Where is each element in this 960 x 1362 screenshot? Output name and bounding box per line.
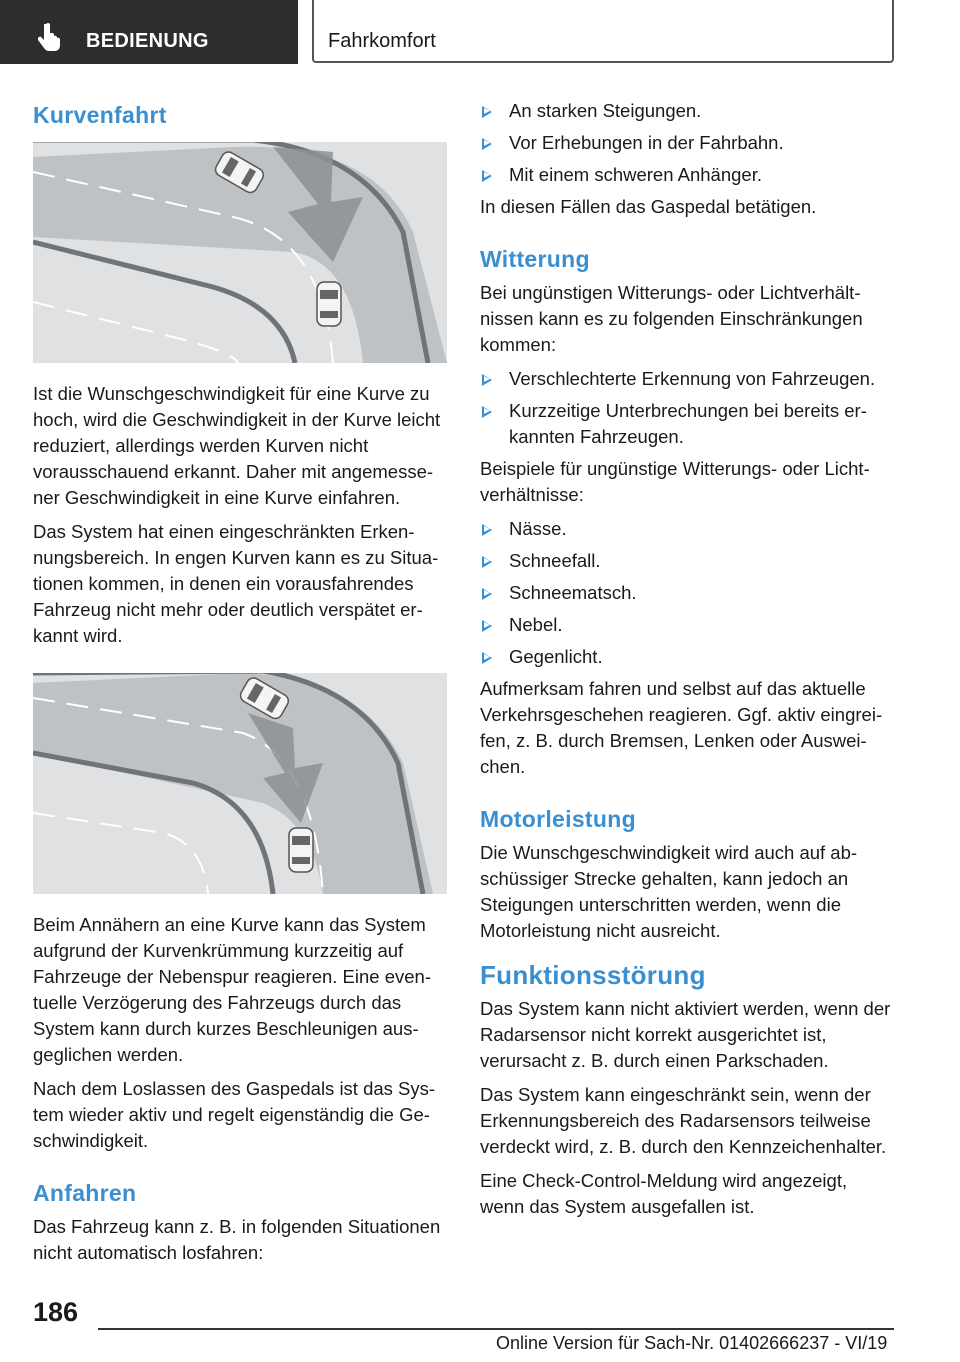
heading-funktionsstoerung: Funktionsstörung: [480, 960, 706, 990]
paragraph: Eine Check-Control-Meldung wird angezeigt, wenn das System ausgefallen ist.: [480, 1170, 848, 1217]
list-item: Nebel.: [480, 612, 892, 638]
bullet-triangle-icon: [482, 524, 492, 536]
bullet-triangle-icon: [482, 138, 492, 150]
bullet-triangle-icon: [482, 374, 492, 386]
witterung-list: [480, 366, 892, 450]
paragraph: Beispiele für ungünstige Witterungs- oder Lichtverhältnisse:: [480, 458, 870, 505]
list-item: Schneefall.: [480, 548, 892, 574]
paragraph: Das System kann eingeschränkt sein, wenn der Erkennungsbereich des Radarsensors teilweise verdeckt wird, z. B. durch den Kennzeichenhalter.: [480, 1084, 887, 1157]
chapter-label: Fahrkomfort: [328, 30, 436, 52]
paragraph: Beim Annähern an eine Kurve kann das System aufgrund der Kurvenkrümmung kurzzeitig auf Fahrzeuge der Nebenspur reagieren. Eine eventuelle Verzögerung des Fahrzeugs durch das System kann durch kurzes Beschleunigen ausgeglichen werden.: [33, 914, 432, 1065]
list-item: Gegenlicht.: [480, 644, 892, 670]
list-item: Mit einem schweren Anhänger.: [480, 162, 892, 188]
anfahren-list: [480, 98, 892, 188]
paragraph: In diesen Fällen das Gaspedal betätigen.: [480, 196, 817, 217]
right-column: [480, 98, 892, 1228]
bullet-triangle-icon: [482, 106, 492, 118]
paragraph: Das System kann nicht aktiviert werden, wenn der Radarsensor nicht korrekt ausgerichtet ist, verursacht z. B. durch einen Parkschaden.: [480, 998, 891, 1071]
list-item: Verschlechterte Erkennung von Fahrzeugen.: [480, 366, 892, 392]
heading-kurvenfahrt: Kurvenfahrt: [33, 102, 167, 128]
bullet-triangle-icon: [482, 620, 492, 632]
paragraph: Das Fahrzeug kann z. B. in folgenden Situationen nicht automatisch losfahren:: [33, 1216, 441, 1263]
bullet-triangle-icon: [482, 406, 492, 418]
paragraph: Bei ungünstigen Witterungs- oder Lichtverhältnissen kann es zu folgenden Einschränkungen kommen:: [480, 282, 863, 355]
list-item: Kurzzeitige Unterbrechungen bei bereits erkannten Fahrzeugen.: [480, 398, 892, 450]
curve-illustration-2: [33, 673, 447, 894]
curve-drawing-1: [33, 142, 447, 363]
list-item: Vor Erhebungen in der Fahrbahn.: [480, 130, 892, 156]
curve-illustration-1: [33, 142, 447, 363]
paragraph: Ist die Wunschgeschwindigkeit für eine Kurve zu hoch, wird die Geschwindigkeit in der Kurve leicht reduziert, allerdings werden Kurven nicht vorausschauend erkannt. Daher mit angemessener Geschwindigkeit in eine Kurve einfahren.: [33, 383, 441, 508]
paragraph: Aufmerksam fahren und selbst auf das aktuelle Verkehrsgeschehen reagieren. Ggf. aktiv eingreifen, z. B. durch Bremsen, Lenken oder Ausweichen.: [480, 678, 883, 777]
paragraph: Die Wunschgeschwindigkeit wird auch auf abschüssiger Strecke gehalten, kann jedoch an Steigungen unterschritten werden, wenn die Motorleistung nicht ausreicht.: [480, 842, 858, 941]
curve-drawing-2: [33, 673, 447, 894]
bullet-triangle-icon: [482, 170, 492, 182]
left-column: [33, 98, 447, 1274]
list-item: An starken Steigungen.: [480, 98, 892, 124]
hand-pointer-icon: [38, 22, 62, 52]
page-number: 186: [33, 1297, 79, 1327]
section-label: BEDIENUNG: [86, 30, 209, 52]
list-item: Schneematsch.: [480, 580, 892, 606]
heading-witterung: Witterung: [480, 246, 590, 272]
beispiele-list: [480, 516, 892, 670]
heading-anfahren: Anfahren: [33, 1180, 137, 1206]
online-version-note: Online Version für Sach-Nr. 01402666237 - VI/19: [496, 1333, 888, 1353]
bullet-triangle-icon: [482, 588, 492, 600]
list-item: Nässe.: [480, 516, 892, 542]
paragraph: Das System hat einen eingeschränkten Erkennungsbereich. In engen Kurven kann es zu Situationen kommen, in denen ein vorausfahrendes Fahrzeug nicht mehr oder deutlich verspätet erkannt wird.: [33, 521, 439, 646]
bullet-triangle-icon: [482, 652, 492, 664]
bullet-triangle-icon: [482, 556, 492, 568]
section-tab: [0, 0, 298, 64]
chapter-box: [312, 0, 894, 63]
paragraph: Nach dem Loslassen des Gaspedals ist das System wieder aktiv und regelt eigenständig die Geschwindigkeit.: [33, 1078, 436, 1151]
footer-divider: [98, 1328, 894, 1330]
heading-motorleistung: Motorleistung: [480, 806, 636, 832]
